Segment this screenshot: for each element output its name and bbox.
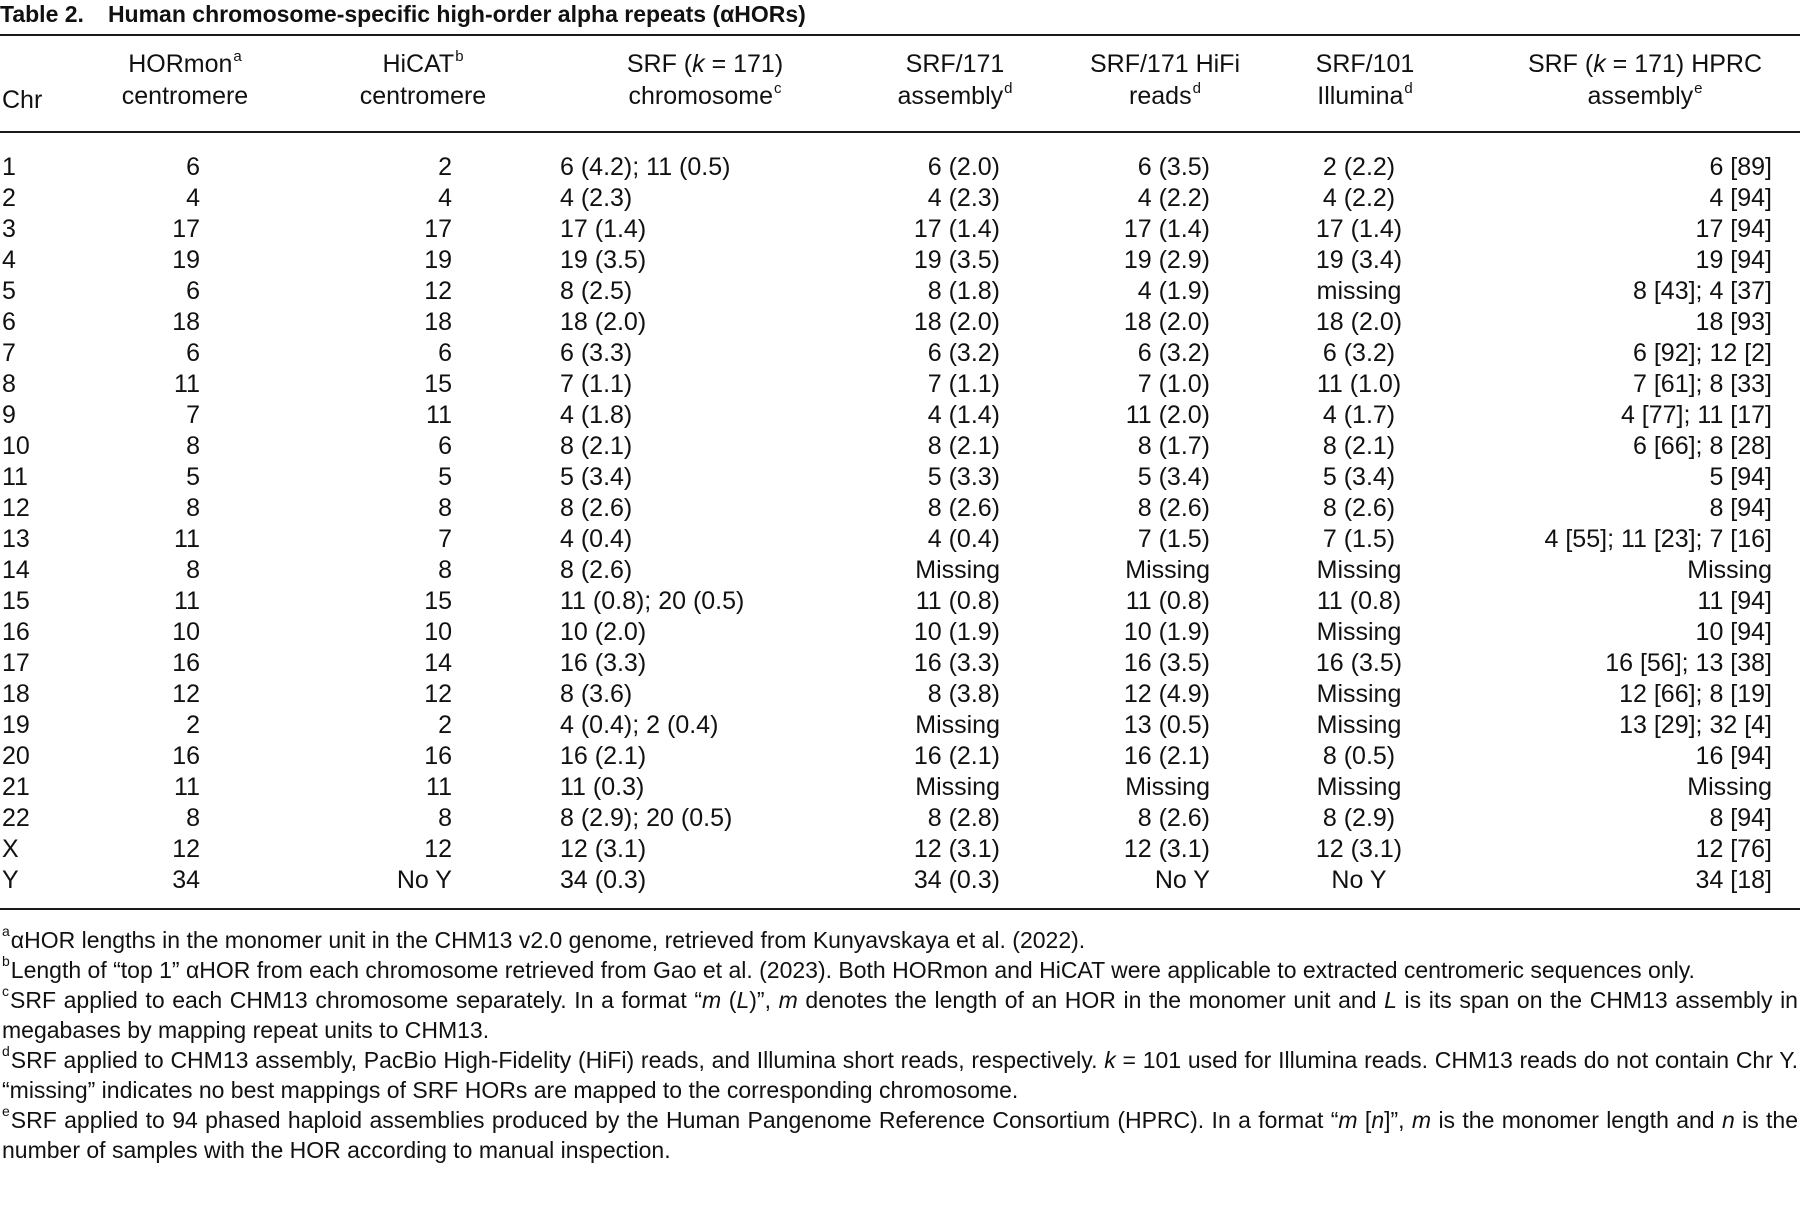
cell-hicat: 12 — [424, 680, 452, 708]
cell-srf-hifi: No Y — [1154, 866, 1210, 894]
cell-hormon: 19 — [172, 246, 200, 274]
cell-hicat: 8 — [438, 804, 452, 832]
cell-srf-assembly: 8 (2.8) — [927, 804, 1000, 832]
cell-srf-hprc: 4 [77]; 11 [17] — [1620, 401, 1772, 429]
footnote-variable: m — [778, 987, 798, 1013]
table-row — [0, 772, 1800, 803]
bottom-rule — [0, 908, 1800, 910]
cell-hormon: 17 — [172, 215, 200, 243]
cell-hicat: 5 — [438, 463, 452, 491]
cell-hicat: 8 — [438, 556, 452, 584]
cell-srf-assembly: 10 (1.9) — [913, 618, 1000, 646]
cell-srf-hifi: 17 (1.4) — [1123, 215, 1210, 243]
cell-srf-assembly: 19 (3.5) — [913, 246, 1000, 274]
cell-srf-hprc: 8 [43]; 4 [37] — [1633, 277, 1772, 305]
footnote-mark: d — [2, 1043, 10, 1060]
cell-hicat: 11 — [426, 401, 452, 429]
cell-srf-chromosome: 12 (3.1) — [560, 835, 647, 863]
cell-srf-illumina: Missing — [1316, 618, 1402, 646]
cell-srf-chromosome: 34 (0.3) — [560, 866, 647, 894]
cell-hormon: 10 — [172, 618, 200, 646]
table-row — [0, 803, 1800, 834]
cell-chr: 2 — [2, 184, 16, 212]
footnote-text: )”, — [749, 987, 779, 1013]
cell-srf-hifi: Missing — [1125, 773, 1210, 801]
cell-chr: 10 — [2, 432, 30, 460]
cell-srf-hprc: 4 [94] — [1709, 184, 1772, 212]
cell-srf-hprc: 16 [94] — [1695, 742, 1772, 770]
cell-chr: 16 — [2, 618, 30, 646]
footnote-text: Length of “top 1” αHOR from each chromosome retrieved from Gao et al. (2023). Both HORmon and HiCAT were applicable to extracted centromeric sequences only. — [10, 957, 1695, 983]
footnote-text: SRF applied to 94 phased haploid assemblies produced by the Human Pangenome Reference Consortium (HPRC). In a format “ — [10, 1107, 1339, 1133]
cell-chr: 17 — [2, 649, 30, 677]
cell-hormon: 12 — [172, 680, 200, 708]
cell-hicat: 8 — [438, 494, 452, 522]
cell-srf-illumina: 8 (2.9) — [1322, 804, 1396, 832]
cell-srf-chromosome: 4 (1.8) — [560, 401, 633, 429]
table-header — [0, 48, 1800, 122]
cell-srf-assembly: 4 (2.3) — [927, 184, 1000, 212]
header-srf-chromosome-line1: SRF (k = 171) — [626, 50, 784, 78]
cell-hicat: 14 — [424, 649, 452, 677]
cell-srf-illumina: 8 (2.6) — [1322, 494, 1396, 522]
cell-srf-hifi: 6 (3.5) — [1137, 153, 1210, 181]
cell-srf-illumina: 11 (1.0) — [1316, 370, 1402, 398]
footnote-mark: a — [2, 923, 10, 940]
footnote-e — [2, 1105, 1798, 1165]
cell-hormon: 6 — [186, 277, 200, 305]
cell-srf-hifi: 12 (3.1) — [1123, 835, 1210, 863]
cell-srf-assembly: 4 (1.4) — [927, 401, 1000, 429]
cell-srf-illumina: 2 (2.2) — [1322, 153, 1396, 181]
cell-srf-hprc: 16 [56]; 13 [38] — [1605, 649, 1772, 677]
cell-srf-hifi: 8 (2.6) — [1137, 494, 1210, 522]
header-srf-assembly-line1: SRF/171 — [905, 50, 1005, 78]
cell-hormon: 12 — [172, 835, 200, 863]
header-srf-chromosome — [575, 48, 835, 112]
header-srf-illumina-line1: SRF/101 — [1315, 50, 1415, 78]
header-hormon-line2: centromere — [121, 82, 249, 110]
table-row — [0, 152, 1800, 183]
header-srf-hprc-line1: SRF (k = 171) HPRC — [1527, 50, 1763, 78]
cell-srf-chromosome: 4 (0.4); 2 (0.4) — [560, 711, 719, 739]
cell-chr: 9 — [2, 401, 16, 429]
cell-srf-assembly: 17 (1.4) — [913, 215, 1000, 243]
cell-hormon: 16 — [172, 742, 200, 770]
cell-srf-chromosome: 7 (1.1) — [560, 370, 633, 398]
cell-srf-hifi: 7 (1.0) — [1137, 370, 1210, 398]
cell-srf-chromosome: 16 (2.1) — [560, 742, 647, 770]
footnote-text: SRF applied to CHM13 assembly, PacBio High-Fidelity (HiFi) reads, and Illumina short reads, respectively. — [10, 1047, 1105, 1073]
cell-srf-hifi: 11 (0.8) — [1125, 587, 1210, 615]
cell-srf-illumina: 4 (1.7) — [1322, 401, 1396, 429]
cell-hicat: 12 — [424, 277, 452, 305]
cell-srf-illumina: 12 (3.1) — [1315, 835, 1403, 863]
cell-srf-illumina: 8 (0.5) — [1322, 742, 1396, 770]
table-row — [0, 648, 1800, 679]
cell-srf-hprc: 5 [94] — [1709, 463, 1772, 491]
cell-srf-illumina: missing — [1316, 277, 1402, 305]
footnote-variable: L — [1384, 987, 1397, 1013]
cell-chr: 13 — [2, 525, 30, 553]
table-row — [0, 338, 1800, 369]
cell-srf-illumina: Missing — [1316, 711, 1402, 739]
cell-chr: 12 — [2, 494, 30, 522]
footnote-variable: m — [1338, 1107, 1358, 1133]
cell-srf-illumina: No Y — [1331, 866, 1387, 894]
cell-hicat: No Y — [396, 866, 452, 894]
cell-chr: Y — [2, 866, 19, 894]
cell-srf-hprc: 17 [94] — [1695, 215, 1772, 243]
cell-chr: 21 — [2, 773, 30, 801]
cell-hormon: 8 — [186, 432, 200, 460]
cell-srf-assembly: 16 (2.1) — [913, 742, 1000, 770]
cell-srf-illumina: Missing — [1316, 773, 1402, 801]
cell-chr: 1 — [2, 153, 16, 181]
cell-srf-chromosome: 8 (2.1) — [560, 432, 633, 460]
header-hormon — [80, 48, 290, 112]
cell-hicat: 16 — [424, 742, 452, 770]
cell-srf-hprc: 34 [18] — [1695, 866, 1772, 894]
cell-hormon: 11 — [174, 773, 200, 801]
cell-srf-hifi: 4 (2.2) — [1137, 184, 1210, 212]
cell-srf-illumina: 5 (3.4) — [1322, 463, 1396, 491]
table-row — [0, 586, 1800, 617]
cell-srf-hprc: 12 [76] — [1695, 835, 1772, 863]
table-row — [0, 524, 1800, 555]
cell-srf-illumina: 19 (3.4) — [1315, 246, 1403, 274]
table-caption — [0, 0, 806, 30]
cell-srf-assembly: 12 (3.1) — [913, 835, 1000, 863]
footnote-b — [2, 955, 1798, 985]
cell-hicat: 6 — [438, 432, 452, 460]
cell-srf-illumina: 6 (3.2) — [1322, 339, 1396, 367]
table-row — [0, 431, 1800, 462]
cell-hormon: 8 — [186, 804, 200, 832]
header-srf-hifi-line1: SRF/171 HiFi — [1089, 50, 1241, 78]
cell-srf-chromosome: 8 (2.9); 20 (0.5) — [560, 804, 733, 832]
header-hicat-line2: centromere — [359, 82, 487, 110]
cell-srf-hifi: 16 (3.5) — [1123, 649, 1210, 677]
cell-srf-hifi: 19 (2.9) — [1123, 246, 1210, 274]
cell-srf-assembly: 18 (2.0) — [913, 308, 1000, 336]
cell-srf-assembly: Missing — [915, 773, 1000, 801]
table-row — [0, 462, 1800, 493]
footnote-ref-d: d — [1192, 79, 1201, 97]
cell-srf-assembly: 8 (3.8) — [927, 680, 1000, 708]
table-body — [0, 152, 1800, 896]
table-row — [0, 307, 1800, 338]
cell-srf-hprc: 18 [93] — [1695, 308, 1772, 336]
cell-srf-hifi: 12 (4.9) — [1123, 680, 1210, 708]
table-row — [0, 710, 1800, 741]
cell-srf-chromosome: 8 (2.6) — [560, 494, 633, 522]
cell-chr: 19 — [2, 711, 30, 739]
cell-srf-chromosome: 8 (2.6) — [560, 556, 633, 584]
cell-hormon: 5 — [186, 463, 200, 491]
cell-srf-illumina: 17 (1.4) — [1315, 215, 1403, 243]
cell-srf-chromosome: 8 (3.6) — [560, 680, 633, 708]
footnote-text: ( — [721, 987, 737, 1013]
cell-chr: 4 — [2, 246, 16, 274]
footnote-variable: n — [1371, 1107, 1385, 1133]
cell-srf-hifi: 5 (3.4) — [1137, 463, 1210, 491]
table-row — [0, 369, 1800, 400]
cell-srf-hifi: 4 (1.9) — [1137, 277, 1210, 305]
cell-hormon: 11 — [174, 370, 200, 398]
cell-srf-hprc: 13 [29]; 32 [4] — [1619, 711, 1772, 739]
cell-chr: 6 — [2, 308, 16, 336]
header-chr — [2, 84, 72, 116]
cell-srf-hprc: Missing — [1687, 556, 1772, 584]
cell-srf-hifi: 6 (3.2) — [1137, 339, 1210, 367]
footnote-text: SRF applied to each CHM13 chromosome separately. In a format “ — [10, 987, 702, 1013]
cell-srf-chromosome: 4 (0.4) — [560, 525, 633, 553]
cell-chr: 11 — [2, 463, 28, 491]
cell-srf-illumina: 16 (3.5) — [1315, 649, 1403, 677]
cell-hicat: 7 — [438, 525, 452, 553]
cell-chr: 18 — [2, 680, 30, 708]
footnote-ref-d: d — [1004, 79, 1013, 97]
cell-srf-illumina: 11 (0.8) — [1316, 587, 1402, 615]
footnote-text: αHOR lengths in the monomer unit in the CHM13 v2.0 genome, retrieved from Kunyavskaya et al. (2022). — [10, 927, 1086, 953]
cell-srf-chromosome: 6 (3.3) — [560, 339, 633, 367]
footnote-c — [2, 985, 1798, 1045]
cell-srf-illumina: 4 (2.2) — [1322, 184, 1396, 212]
cell-srf-illumina: 7 (1.5) — [1322, 525, 1396, 553]
cell-hormon: 7 — [186, 401, 200, 429]
header-srf-assembly-line2: assembly — [897, 82, 1004, 110]
cell-srf-chromosome: 17 (1.4) — [560, 215, 647, 243]
footnote-variable: m — [1411, 1107, 1432, 1133]
cell-hicat: 6 — [438, 339, 452, 367]
cell-hicat: 11 — [426, 773, 452, 801]
cell-srf-hifi: 11 (2.0) — [1125, 401, 1210, 429]
cell-srf-illumina: 18 (2.0) — [1315, 308, 1403, 336]
cell-hormon: 11 — [174, 525, 200, 553]
cell-srf-hprc: 8 [94] — [1709, 804, 1772, 832]
footnote-variable: m — [702, 987, 722, 1013]
cell-srf-chromosome: 8 (2.5) — [560, 277, 633, 305]
table-number: Table 2. — [0, 1, 84, 27]
cell-hormon: 8 — [186, 494, 200, 522]
cell-srf-hifi: 8 (2.6) — [1137, 804, 1210, 832]
cell-srf-assembly: Missing — [915, 556, 1000, 584]
footnote-text: is the number of samples with the HOR according to manual inspection. — [2, 1107, 1799, 1163]
cell-hicat: 2 — [438, 153, 452, 181]
table-row — [0, 617, 1800, 648]
footnote-text: = 101 used for Illumina reads. CHM13 reads do not contain Chr Y. “missing” indicates no best mappings of SRF HORs are mapped to the corresponding chromosome. — [2, 1047, 1798, 1103]
cell-srf-hifi: 10 (1.9) — [1123, 618, 1210, 646]
cell-srf-chromosome: 5 (3.4) — [560, 463, 633, 491]
cell-hicat: 15 — [424, 370, 452, 398]
cell-hormon: 34 — [172, 866, 200, 894]
cell-hicat: 15 — [424, 587, 452, 615]
header-srf-assembly — [860, 48, 1050, 112]
table-row — [0, 679, 1800, 710]
header-srf-hifi — [1060, 48, 1270, 112]
cell-srf-hifi: 8 (1.7) — [1137, 432, 1210, 460]
cell-srf-illumina: Missing — [1316, 680, 1402, 708]
header-srf-illumina — [1275, 48, 1455, 112]
cell-hormon: 6 — [186, 339, 200, 367]
header-srf-hprc — [1495, 48, 1795, 112]
footnote-text: is its span on the CHM13 assembly in megabases by mapping repeat units to CHM13. — [2, 987, 1798, 1043]
cell-srf-assembly: 7 (1.1) — [927, 370, 1000, 398]
table-row — [0, 834, 1800, 865]
footnote-variable: L — [736, 987, 750, 1013]
header-hicat — [318, 48, 528, 112]
footnote-ref-d: d — [1404, 79, 1413, 97]
table-row — [0, 214, 1800, 245]
cell-hicat: 19 — [424, 246, 452, 274]
cell-hicat: 4 — [438, 184, 452, 212]
cell-srf-chromosome: 6 (4.2); 11 (0.5) — [560, 153, 731, 181]
footnote-mark: e — [2, 1103, 10, 1120]
footnote-mark: c — [2, 983, 9, 1000]
footnote-ref-a: a — [233, 47, 242, 65]
cell-srf-hprc: 4 [55]; 11 [23]; 7 [16] — [1544, 525, 1772, 553]
table-row — [0, 183, 1800, 214]
cell-hicat: 12 — [424, 835, 452, 863]
cell-srf-hprc: Missing — [1687, 773, 1772, 801]
header-chr-label: Chr — [2, 86, 43, 114]
cell-srf-assembly: Missing — [915, 711, 1000, 739]
footnote-ref-b: b — [455, 47, 464, 65]
header-srf-hprc-line2: assembly — [1587, 82, 1694, 110]
table-row — [0, 493, 1800, 524]
table-row — [0, 245, 1800, 276]
cell-chr: 15 — [2, 587, 30, 615]
cell-chr: 8 — [2, 370, 16, 398]
cell-chr: 20 — [2, 742, 30, 770]
footnote-text: ]”, — [1384, 1107, 1412, 1133]
cell-srf-hprc: 11 [94] — [1697, 587, 1772, 615]
cell-srf-hifi: 18 (2.0) — [1123, 308, 1210, 336]
footnote-a — [2, 925, 1798, 955]
cell-hicat: 17 — [424, 215, 452, 243]
cell-srf-illumina: Missing — [1316, 556, 1402, 584]
header-hormon-line1: HORmon — [128, 50, 233, 78]
cell-srf-hprc: 19 [94] — [1695, 246, 1772, 274]
cell-srf-assembly: 6 (2.0) — [927, 153, 1000, 181]
table-row — [0, 555, 1800, 586]
cell-chr: X — [2, 835, 19, 863]
cell-srf-hprc: 10 [94] — [1695, 618, 1772, 646]
table-row — [0, 741, 1800, 772]
cell-srf-assembly: 6 (3.2) — [927, 339, 1000, 367]
cell-hormon: 6 — [186, 153, 200, 181]
cell-srf-chromosome: 4 (2.3) — [560, 184, 633, 212]
cell-srf-hifi: 7 (1.5) — [1137, 525, 1210, 553]
cell-srf-assembly: 11 (0.8) — [915, 587, 1000, 615]
cell-srf-assembly: 8 (1.8) — [927, 277, 1000, 305]
cell-hicat: 10 — [424, 618, 452, 646]
table-row — [0, 276, 1800, 307]
header-srf-hifi-line2: reads — [1129, 82, 1192, 110]
table-title: Human chromosome-specific high-order alpha repeats (αHORs) — [107, 1, 806, 27]
cell-srf-assembly: 5 (3.3) — [927, 463, 1000, 491]
table-row — [0, 865, 1800, 896]
cell-srf-chromosome: 18 (2.0) — [560, 308, 647, 336]
cell-srf-chromosome: 10 (2.0) — [560, 618, 647, 646]
cell-hormon: 2 — [186, 711, 200, 739]
cell-hormon: 4 — [186, 184, 200, 212]
cell-srf-hprc: 6 [66]; 8 [28] — [1633, 432, 1772, 460]
footnote-variable: n — [1721, 1107, 1735, 1133]
cell-srf-hifi: 16 (2.1) — [1123, 742, 1210, 770]
cell-srf-illumina: 8 (2.1) — [1322, 432, 1396, 460]
cell-srf-assembly: 8 (2.1) — [927, 432, 1000, 460]
top-rule — [0, 34, 1800, 36]
cell-chr: 7 — [2, 339, 16, 367]
footnote-variable: k — [1104, 1047, 1116, 1073]
cell-chr: 14 — [2, 556, 30, 584]
cell-srf-hifi: 13 (0.5) — [1123, 711, 1210, 739]
cell-chr: 22 — [2, 804, 30, 832]
cell-srf-chromosome: 11 (0.3) — [560, 773, 645, 801]
cell-srf-assembly: 34 (0.3) — [913, 866, 1000, 894]
cell-srf-hprc: 8 [94] — [1709, 494, 1772, 522]
cell-srf-hifi: Missing — [1125, 556, 1210, 584]
cell-srf-assembly: 16 (3.3) — [913, 649, 1000, 677]
cell-srf-chromosome: 19 (3.5) — [560, 246, 647, 274]
header-srf-illumina-line2: Illumina — [1317, 82, 1404, 110]
cell-chr: 3 — [2, 215, 16, 243]
footnote-text: denotes the length of an HOR in the monomer unit and — [797, 987, 1385, 1013]
cell-srf-hprc: 7 [61]; 8 [33] — [1633, 370, 1772, 398]
cell-chr: 5 — [2, 277, 16, 305]
cell-hormon: 16 — [172, 649, 200, 677]
footnote-ref-e: e — [1694, 79, 1703, 97]
cell-srf-hprc: 6 [92]; 12 [2] — [1633, 339, 1772, 367]
footnote-text: [ — [1357, 1107, 1372, 1133]
cell-srf-hprc: 6 [89] — [1709, 153, 1772, 181]
cell-hicat: 2 — [438, 711, 452, 739]
footnote-mark: b — [2, 953, 10, 970]
cell-srf-hprc: 12 [66]; 8 [19] — [1619, 680, 1772, 708]
cell-srf-assembly: 4 (0.4) — [927, 525, 1000, 553]
header-srf-chromosome-line2: chromosome — [628, 82, 773, 110]
cell-srf-chromosome: 16 (3.3) — [560, 649, 647, 677]
footnote-ref-c: c — [774, 79, 782, 97]
table-row — [0, 400, 1800, 431]
footnote-d — [2, 1045, 1798, 1105]
footnote-text: is the monomer length and — [1431, 1107, 1722, 1133]
table-footnotes — [2, 925, 1798, 1165]
cell-hormon: 11 — [174, 587, 200, 615]
cell-srf-chromosome: 11 (0.8); 20 (0.5) — [560, 587, 745, 615]
cell-hicat: 18 — [424, 308, 452, 336]
cell-hormon: 8 — [186, 556, 200, 584]
cell-hormon: 18 — [172, 308, 200, 336]
cell-srf-assembly: 8 (2.6) — [927, 494, 1000, 522]
header-hicat-line1: HiCAT — [382, 50, 455, 78]
header-rule — [0, 131, 1800, 133]
